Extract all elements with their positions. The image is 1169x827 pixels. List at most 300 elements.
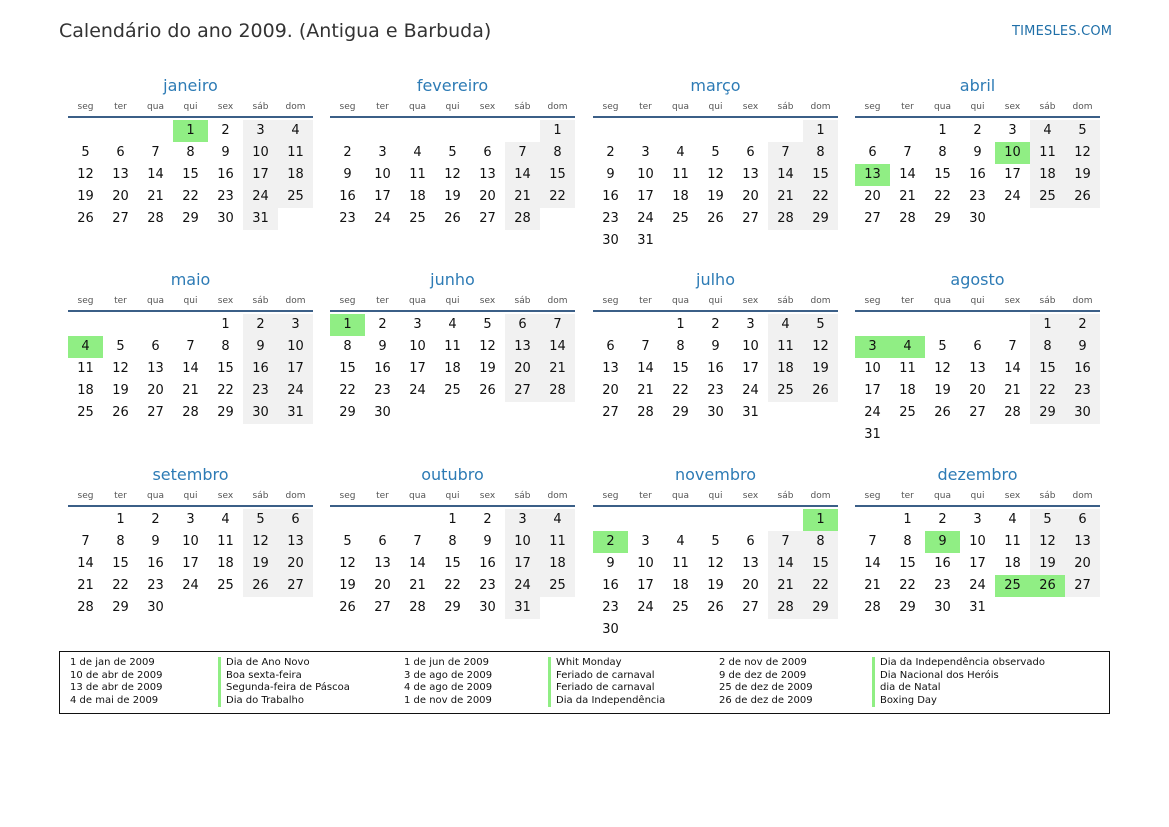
day-cell: 26 [339,600,356,615]
weekday-label: qua [147,491,164,501]
day-cell: 25 [540,575,575,597]
day-cell: 2 [483,512,492,527]
weekday-label: ter [901,296,914,306]
day-cell: 7 [505,142,540,164]
holiday-day-cell: 1 [803,509,838,531]
day-cell: 21 [147,189,164,204]
day-cell: 22 [1030,380,1065,402]
legend-date: 2 de nov de 2009 [719,657,807,668]
legend-holiday-name: Whit Monday [548,657,665,670]
weekday-label: qua [672,296,689,306]
day-cell: 11 [77,361,94,376]
weekday-header [593,292,838,312]
day-cell: 23 [602,600,619,615]
day-cell: 27 [374,600,391,615]
day-cell: 9 [1065,336,1100,358]
legend-holiday-name: Dia Nacional dos Heróis [872,670,1045,683]
day-cell: 19 [479,361,496,376]
holiday-day-cell: 9 [925,531,960,553]
day-cell: 20 [602,383,619,398]
legend-date: 25 de dez de 2009 [719,682,813,693]
month-name: julho [696,270,735,289]
empty-cell [698,120,733,142]
empty-cell [698,509,733,531]
weekday-label: sex [479,491,496,501]
empty-cell [925,314,960,336]
day-cell: 7 [641,339,650,354]
day-cell: 20 [1065,553,1100,575]
weekday-header [330,292,575,312]
day-cell: 30 [217,211,234,226]
day-cell: 12 [803,336,838,358]
day-cell: 8 [903,534,912,549]
day-cell: 22 [803,575,838,597]
day-cell: 24 [969,578,986,593]
day-cell: 8 [448,534,457,549]
weekday-label: dom [1072,491,1093,501]
day-cell: 6 [1065,509,1100,531]
day-cell: 27 [602,405,619,420]
day-cell: 8 [803,531,838,553]
day-cell: 27 [742,600,759,615]
day-cell: 9 [343,167,352,182]
empty-cell [733,120,768,142]
day-cell: 10 [969,534,986,549]
day-cell: 5 [116,339,125,354]
day-cell: 5 [1030,509,1065,531]
weekday-label: qua [147,296,164,306]
day-cell: 13 [479,167,496,182]
day-cell: 31 [505,597,540,619]
day-cell: 21 [77,578,94,593]
empty-cell [330,509,365,531]
legend-date: 4 de ago de 2009 [404,682,493,693]
day-cell: 23 [707,383,724,398]
day-cell: 10 [374,167,391,182]
day-cell: 13 [374,556,391,571]
day-cell: 7 [540,314,575,336]
weekday-label: sex [1004,491,1021,501]
day-cell: 21 [409,578,426,593]
month-name: fevereiro [416,76,489,95]
empty-cell [995,314,1030,336]
day-cell: 20 [278,553,313,575]
day-cell: 7 [186,339,195,354]
month-fevereiro [330,74,575,230]
day-cell: 23 [147,578,164,593]
day-cell: 15 [182,167,199,182]
empty-cell [663,120,698,142]
day-cell: 21 [768,186,803,208]
day-cell: 16 [707,361,724,376]
day-cell: 30 [243,402,278,424]
day-cell: 27 [864,211,881,226]
day-cell: 9 [483,534,492,549]
day-cell: 29 [934,211,951,226]
empty-cell [890,314,925,336]
day-cell: 18 [540,553,575,575]
day-cell: 11 [768,336,803,358]
weekday-label: sex [479,102,496,112]
empty-cell [855,314,890,336]
empty-cell [365,509,400,531]
day-cell: 19 [112,383,129,398]
weekday-label: qui [708,491,723,501]
day-cell: 7 [1008,339,1017,354]
holiday-day-cell: 4 [890,336,925,358]
day-cell: 28 [899,211,916,226]
day-cell: 2 [711,317,720,332]
legend-holiday-name: Dia da Independência observado [872,657,1045,670]
day-cell: 28 [147,211,164,226]
weekday-label: qua [934,296,951,306]
legend-name-column [872,657,1045,707]
month-name: dezembro [937,465,1018,484]
empty-cell [138,314,173,336]
day-cell: 30 [1065,402,1100,424]
day-cell: 17 [969,556,986,571]
day-cell: 28 [505,208,540,230]
day-cell: 13 [969,361,986,376]
day-cell: 14 [77,556,94,571]
day-cell: 10 [637,556,654,571]
day-cell: 25 [217,578,234,593]
brand-link[interactable]: TIMESLES.COM [1012,24,1113,39]
weekday-label: ter [639,491,652,501]
empty-cell [593,314,628,336]
empty-cell [103,314,138,336]
day-cell: 14 [864,556,881,571]
day-cell: 16 [374,361,391,376]
day-cell: 3 [186,512,195,527]
day-cell: 7 [868,534,877,549]
weekday-label: sáb [1039,102,1056,112]
day-cell: 19 [1065,164,1100,186]
legend-holiday-name: dia de Natal [872,682,1045,695]
empty-cell [628,509,663,531]
weekday-label: sáb [777,491,794,501]
day-cell: 13 [742,167,759,182]
day-cell: 3 [278,314,313,336]
day-cell: 6 [746,145,755,160]
day-cell: 28 [1004,405,1021,420]
empty-cell [68,509,103,531]
day-cell: 25 [899,405,916,420]
month-name: outubro [421,465,484,484]
weekday-label: sáb [777,102,794,112]
day-cell: 24 [1004,189,1021,204]
holiday-legend [59,651,1110,714]
day-cell: 8 [540,142,575,164]
day-cell: 18 [672,578,689,593]
weekday-label: sex [217,491,234,501]
day-cell: 11 [1004,534,1021,549]
day-cell: 29 [444,600,461,615]
day-cell: 24 [637,600,654,615]
day-cell: 1 [1030,314,1065,336]
month-maio [68,268,313,424]
weekday-label: ter [114,491,127,501]
empty-cell [138,120,173,142]
day-cell: 11 [672,167,689,182]
day-cell: 2 [938,512,947,527]
day-grid [68,120,313,230]
day-cell: 18 [77,383,94,398]
day-cell: 24 [864,405,881,420]
day-cell: 15 [672,361,689,376]
empty-cell [400,120,435,142]
empty-cell [330,120,365,142]
weekday-label: dom [285,296,306,306]
day-cell: 10 [409,339,426,354]
day-grid [68,509,313,619]
day-cell: 5 [343,534,352,549]
day-cell: 24 [182,578,199,593]
weekday-label: sáb [252,102,269,112]
day-cell: 23 [1065,380,1100,402]
day-cell: 23 [374,383,391,398]
day-cell: 12 [707,556,724,571]
day-cell: 24 [505,575,540,597]
day-cell: 19 [707,578,724,593]
day-cell: 18 [1030,164,1065,186]
day-cell: 30 [147,600,164,615]
day-cell: 20 [112,189,129,204]
weekday-label: qui [708,296,723,306]
day-cell: 25 [672,600,689,615]
day-cell: 27 [969,405,986,420]
day-cell: 2 [606,145,615,160]
day-cell: 29 [217,405,234,420]
day-cell: 19 [934,383,951,398]
day-cell: 23 [602,211,619,226]
day-cell: 13 [602,361,619,376]
day-cell: 26 [934,405,951,420]
day-cell: 27 [742,211,759,226]
month-setembro [68,463,313,619]
day-cell: 20 [147,383,164,398]
day-grid [593,314,838,424]
weekday-label: dom [1072,102,1093,112]
holiday-day-cell: 4 [68,336,103,358]
day-cell: 22 [899,578,916,593]
day-cell: 8 [938,145,947,160]
empty-cell [663,509,698,531]
legend-date: 10 de abr de 2009 [70,669,163,681]
legend-date: 9 de dez de 2009 [719,669,807,681]
day-cell: 10 [182,534,199,549]
day-cell: 28 [540,380,575,402]
weekday-label: dom [547,296,568,306]
weekday-label: seg [339,296,356,306]
day-cell: 26 [444,211,461,226]
month-dezembro [855,463,1100,619]
day-cell: 17 [409,361,426,376]
weekday-header [68,487,313,507]
day-cell: 22 [934,189,951,204]
day-cell: 6 [378,534,387,549]
day-grid [68,314,313,424]
day-cell: 15 [899,556,916,571]
day-cell: 2 [151,512,160,527]
day-cell: 8 [676,339,685,354]
day-cell: 1 [803,120,838,142]
day-cell: 15 [339,361,356,376]
weekday-header [855,98,1100,118]
day-cell: 12 [934,361,951,376]
day-cell: 4 [676,534,685,549]
weekday-header [855,292,1100,312]
day-cell: 3 [378,145,387,160]
day-cell: 17 [182,556,199,571]
weekday-label: ter [639,296,652,306]
day-cell: 29 [339,405,356,420]
day-cell: 22 [444,578,461,593]
day-cell: 21 [182,383,199,398]
day-cell: 28 [77,600,94,615]
weekday-label: sex [217,102,234,112]
day-cell: 2 [243,314,278,336]
day-cell: 17 [374,189,391,204]
day-grid [330,120,575,230]
day-cell: 10 [637,167,654,182]
weekday-label: sex [742,296,759,306]
month-janeiro [68,74,313,230]
day-cell: 29 [803,208,838,230]
day-cell: 26 [707,600,724,615]
day-cell: 2 [1065,314,1100,336]
day-cell: 6 [116,145,125,160]
day-cell: 11 [278,142,313,164]
day-cell: 20 [479,189,496,204]
day-cell: 8 [1030,336,1065,358]
day-cell: 31 [969,600,986,615]
day-cell: 20 [742,189,759,204]
day-cell: 14 [768,553,803,575]
day-cell: 1 [903,512,912,527]
day-cell: 21 [1004,383,1021,398]
empty-cell [890,120,925,142]
day-cell: 17 [637,189,654,204]
holiday-day-cell: 25 [995,575,1030,597]
day-cell: 15 [112,556,129,571]
day-cell: 27 [147,405,164,420]
month-name: maio [170,270,211,289]
weekday-label: qui [445,491,460,501]
month-name: junho [430,270,475,289]
legend-date: 1 de nov de 2009 [404,694,492,706]
day-cell: 15 [803,553,838,575]
day-cell: 23 [339,211,356,226]
day-cell: 18 [278,164,313,186]
day-cell: 4 [1030,120,1065,142]
day-cell: 18 [1004,556,1021,571]
day-cell: 11 [672,556,689,571]
legend-date: 4 de mai de 2009 [70,694,159,706]
day-cell: 27 [1065,575,1100,597]
weekday-label: seg [339,102,356,112]
month-agosto [855,268,1100,446]
empty-cell [768,120,803,142]
weekday-label: dom [285,491,306,501]
day-cell: 8 [186,145,195,160]
weekday-label: seg [602,102,619,112]
weekday-label: dom [547,102,568,112]
holiday-day-cell: 3 [855,336,890,358]
empty-cell [505,120,540,142]
day-cell: 15 [803,164,838,186]
weekday-header [855,487,1100,507]
day-cell: 22 [803,186,838,208]
day-cell: 17 [742,361,759,376]
weekday-label: sex [1004,296,1021,306]
day-cell: 30 [969,211,986,226]
day-cell: 5 [81,145,90,160]
day-cell: 12 [112,361,129,376]
day-cell: 25 [672,211,689,226]
day-cell: 4 [768,314,803,336]
weekday-header [330,98,575,118]
day-cell: 9 [711,339,720,354]
day-cell: 17 [637,578,654,593]
day-cell: 12 [1030,531,1065,553]
day-cell: 19 [803,358,838,380]
day-cell: 16 [1065,358,1100,380]
day-cell: 21 [899,189,916,204]
weekday-label: qui [183,491,198,501]
day-grid [593,120,838,252]
weekday-label: seg [602,491,619,501]
day-cell: 2 [378,317,387,332]
day-cell: 12 [339,556,356,571]
weekday-label: sex [1004,102,1021,112]
day-cell: 2 [343,145,352,160]
weekday-label: sex [742,102,759,112]
weekday-label: sex [479,296,496,306]
day-cell: 25 [1030,186,1065,208]
day-cell: 9 [606,556,615,571]
day-cell: 29 [1030,402,1065,424]
day-cell: 26 [77,211,94,226]
day-cell: 8 [221,339,230,354]
month-name: setembro [152,465,229,484]
weekday-label: dom [285,102,306,112]
day-cell: 6 [151,339,160,354]
day-cell: 21 [637,383,654,398]
empty-cell [435,120,470,142]
day-cell: 19 [1030,553,1065,575]
legend-date-column [70,657,162,707]
day-cell: 11 [540,531,575,553]
day-cell: 5 [1065,120,1100,142]
day-cell: 11 [409,167,426,182]
day-cell: 8 [803,142,838,164]
day-cell: 4 [221,512,230,527]
month-novembro [593,463,838,641]
weekday-label: seg [77,491,94,501]
day-cell: 13 [505,336,540,358]
day-cell: 18 [899,383,916,398]
day-cell: 19 [77,189,94,204]
day-cell: 7 [81,534,90,549]
day-cell: 13 [1065,531,1100,553]
legend-date: 13 de abr de 2009 [70,682,163,693]
day-cell: 29 [803,597,838,619]
empty-cell [68,120,103,142]
legend-holiday-name: Feriado de carnaval [548,670,665,683]
day-cell: 14 [182,361,199,376]
weekday-label: qui [708,102,723,112]
